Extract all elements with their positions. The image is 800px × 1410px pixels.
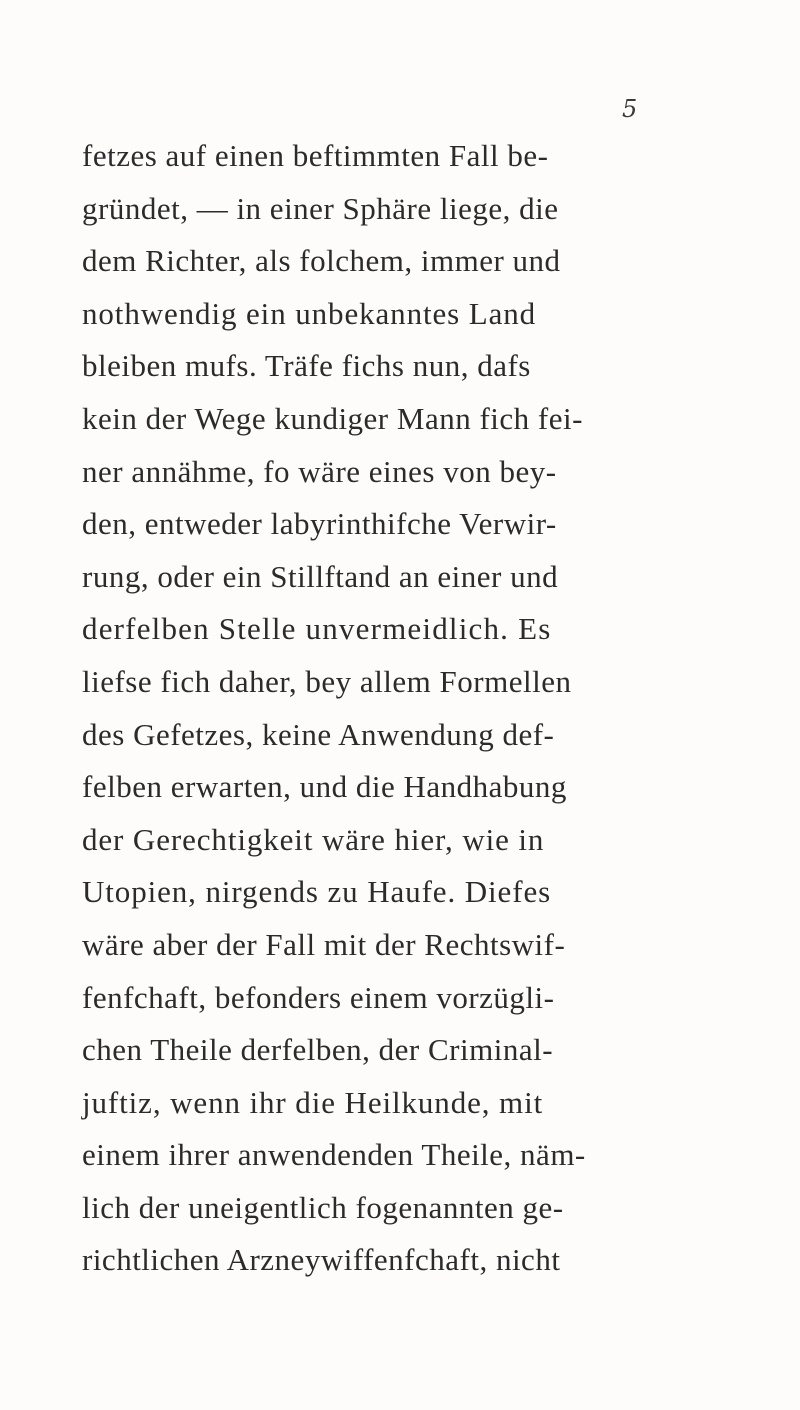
text-line: einem ihrer anwendenden Theile, näm-: [82, 1137, 586, 1173]
text-line: felben erwarten, und die Handhabung: [82, 769, 567, 805]
text-line: fetzes auf einen beftimmten Fall be-: [82, 138, 549, 173]
text-line: nothwendig ein unbekanntes Land: [82, 295, 537, 331]
text-line: rung, oder ein Stillftand an einer und: [82, 558, 559, 594]
page-number: 5: [622, 95, 638, 123]
text-line: liefse fich daher, bey allem Formellen: [82, 663, 572, 699]
text-line: bleiben mufs. Träfe fichs nun, dafs: [82, 348, 531, 384]
text-line: wäre aber der Fall mit der Rechtswif-: [82, 926, 566, 962]
text-line: des Gefetzes, keine Anwendung def-: [82, 716, 555, 752]
body-text: [82, 130, 722, 1287]
text-line: Utopien, nirgends zu Haufe. Diefes: [82, 874, 552, 910]
text-line: derfelben Stelle unvermeidlich. Es: [82, 611, 552, 647]
text-line: kein der Wege kundiger Mann fich fei-: [82, 400, 583, 436]
text-line: gründet, — in einer Sphäre liege, die: [82, 190, 559, 226]
text-line: juftiz, wenn ihr die Heilkunde, mit: [82, 1084, 544, 1120]
text-line: richtlichen Arzneywiffenfchaft, nicht: [82, 1242, 561, 1278]
text-line: lich der uneigentlich fogenannten ge-: [82, 1189, 564, 1225]
text-line: chen Theile derfelben, der Criminal-: [82, 1032, 554, 1068]
text-line: den, entweder labyrinthifche Verwir-: [82, 506, 557, 542]
text-line: ner annähme, fo wäre eines von bey-: [82, 453, 557, 489]
text-line: der Gerechtigkeit wäre hier, wie in: [82, 821, 545, 857]
text-line: dem Richter, als folchem, immer und: [82, 243, 561, 279]
text-line: fenfchaft, befonders einem vorzügli-: [82, 979, 555, 1015]
